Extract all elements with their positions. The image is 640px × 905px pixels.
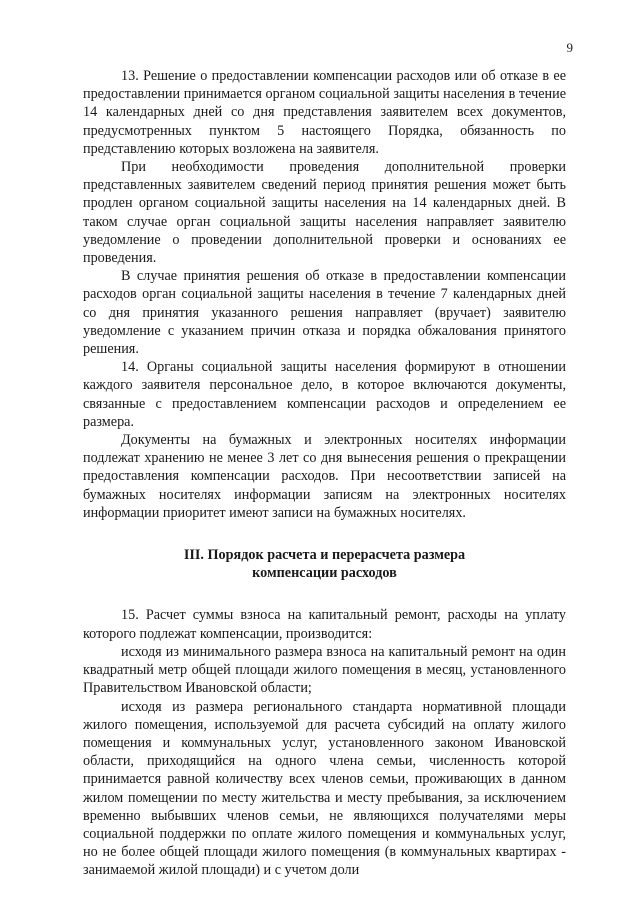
paragraph-13: 13. Решение о предоставлении компенсации расходов или об отказе в ее предоставлении принимается органом социальной защиты населения в течение 14 календарных дней со дня представления заявителем всех документов, предусмотренных пунктом 5 настоящего Порядка, обязанность по представлению которых возложена на заявителя.	[83, 68, 566, 157]
paragraph-storage: Документы на бумажных и электронных носителях информации подлежат хранению не менее 3 лет со дня вынесения решения о прекращении предоставления компенсации расходов. При несоответствии записей на бумажных носителях информации записям на электронных носителях информации приоритет имеют записи на бумажных носителях.	[83, 432, 566, 521]
page-number: 9	[566, 40, 573, 55]
section-heading-line-2: компенсации расходов	[252, 565, 397, 582]
paragraph-refusal: В случае принятия решения об отказе в предоставлении компенсации расходов орган социальной защиты населения в течение 7 календарных дней со дня принятия указанного решения направляет (вручает) заявителю уведомление с указанием причин отказа и порядка обжалования принятого решения.	[83, 268, 566, 358]
section-heading-line-1: III. Порядок расчета и перерасчета размера	[183, 547, 466, 564]
paragraph-additional-check: При необходимости проведения дополнительной проверки представленных заявителем сведений период принятия решения может быть продлен органом социальной защиты населения на 14 календарных дней. В таком случае орган социальной защиты населения направляет заявителю уведомление о проведении дополнительной проверки и основаниях ее проведения.	[83, 159, 566, 267]
paragraph-minimum-contribution: исходя из минимального размера взноса на капитальный ремонт на один квадратный метр общей площади жилого помещения в месяц, установленного Правительством Ивановской области;	[83, 643, 566, 697]
section-heading	[83, 546, 566, 582]
paragraph-15: 15. Расчет суммы взноса на капитальный ремонт, расходы на уплату которого подлежат компенсации, производится:	[83, 607, 566, 642]
document-body	[83, 67, 566, 880]
paragraph-14: 14. Органы социальной защиты населения формируют в отношении каждого заявителя персональное дело, в которое включаются документы, связанные с предоставлением компенсации расходов и определением ее размера.	[83, 359, 566, 430]
paragraph-regional-standard: исходя из размера регионального стандарта нормативной площади жилого помещения, используемой для расчета субсидий на оплату жилого помещения и коммунальных услуг, установленного законом Ивановской области, приходящийся на одного члена семьи, численность которой принимается равной количеству всех членов семьи, проживающих в данном жилом помещении по месту жительства и месту пребывания, за исключением временно выбывших членов семьи, не являющихся получателями меры социальной поддержки по оплате жилого помещения и коммунальных услуг, но не более общей площади жилого помещения (в коммунальных квартирах - занимаемой жилой площади) и с учетом доли	[83, 698, 566, 879]
